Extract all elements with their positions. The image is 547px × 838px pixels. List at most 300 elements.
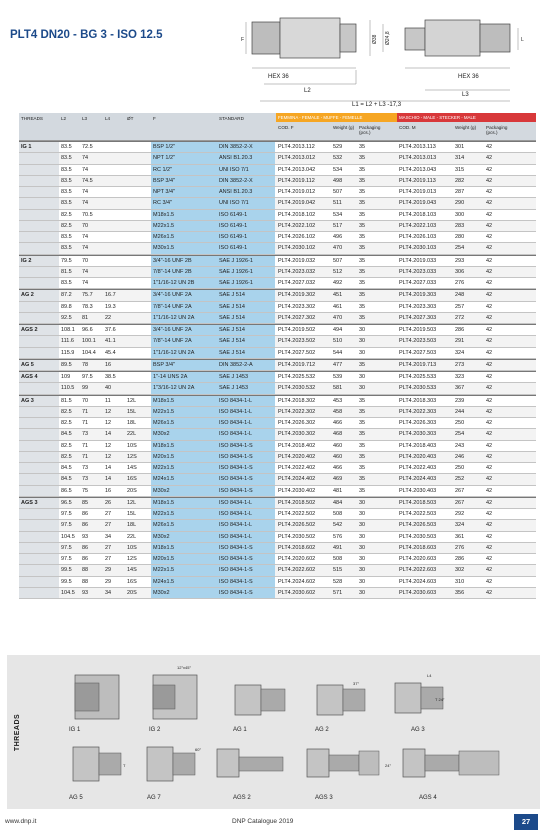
cell-cm: PLT4.2020.403	[399, 453, 437, 460]
cell-pm: 42	[486, 338, 493, 345]
table-row	[19, 348, 536, 359]
cell-wm: 272	[455, 314, 465, 321]
cell-wf: 469	[333, 476, 343, 483]
cell-cm: PLT4.2022.303	[399, 408, 437, 415]
cell-l2: 84.5	[61, 431, 72, 438]
cell-std: SAE J 1453	[217, 383, 275, 393]
cell-cm: PLT4.2019.043	[399, 200, 437, 207]
cell-wf: 491	[333, 544, 343, 551]
cell-l3: 85	[82, 499, 89, 506]
header-standard: STANDARD	[219, 116, 244, 121]
cell-pf: 35	[359, 234, 366, 240]
cell-l4: 34	[105, 533, 112, 540]
cell-g	[19, 165, 59, 175]
cell-std: ISO 8434-1-S	[217, 452, 275, 462]
cell-std: ANSI B1.20.3	[217, 153, 275, 163]
cell-cf: PLT4.2019.302	[278, 292, 316, 299]
cell-g	[19, 153, 59, 163]
cell-cf: PLT4.2025.532	[278, 374, 316, 380]
cell-cf: PLT4.2030.102	[278, 245, 316, 252]
cell-wm: 250	[455, 465, 465, 471]
cell-pm: 42	[486, 589, 493, 596]
cell-wf: 494	[333, 327, 343, 333]
cell-wm: 276	[455, 544, 465, 551]
cell-l2: 104.5	[61, 533, 75, 540]
cell-f: M24x1.5	[151, 474, 217, 484]
cell-pm: 42	[486, 211, 493, 218]
cell-pm: 42	[486, 499, 493, 506]
cell-pf: 35	[359, 408, 366, 415]
cell-cf: PLT4.2020.602	[278, 556, 316, 562]
cell-cm: PLT4.2018.103	[399, 211, 437, 218]
cell-l3: 104.4	[82, 349, 96, 356]
dim-hex-left: HEX 36	[268, 74, 289, 80]
cell-wm: 267	[455, 499, 465, 506]
cell-pf: 30	[359, 327, 366, 333]
cell-wf: 517	[333, 222, 343, 229]
cell-l2: 110.5	[61, 385, 75, 392]
cell-f: M30x2	[151, 429, 217, 439]
cell-ot: 15L	[127, 408, 137, 415]
cell-pm: 42	[486, 522, 493, 529]
cell-cm: PLT4.2019.113	[399, 177, 436, 184]
cell-f: M30x2	[151, 532, 217, 542]
cell-cf: PLT4.2022.602	[278, 567, 316, 574]
cell-l2: 83.5	[61, 200, 72, 207]
cell-std: ISO 8434-1-S	[217, 588, 275, 598]
cell-cm: PLT4.2024.403	[399, 476, 437, 483]
cell-pm: 42	[486, 268, 493, 275]
cell-l3: 86	[82, 544, 89, 551]
cell-l2: 89.5	[61, 361, 72, 368]
table-row	[19, 176, 536, 187]
cell-cm: PLT4.2013.013	[399, 155, 437, 162]
cell-wm: 254	[455, 431, 465, 438]
cell-cm: PLT4.2019.033	[399, 257, 437, 264]
cell-l2: 83.5	[61, 177, 72, 184]
cell-wf: 481	[333, 487, 343, 494]
cell-std: DIN 3852-2-X	[217, 176, 275, 186]
cell-g	[19, 463, 59, 473]
cell-pm: 42	[486, 442, 493, 449]
cell-cm: PLT4.2027.503	[399, 349, 437, 356]
cell-g	[19, 210, 59, 220]
cell-std: ISO 8434-1-L	[217, 520, 275, 530]
table-row	[19, 232, 536, 243]
cell-wf: 460	[333, 442, 343, 449]
cell-pm: 42	[486, 431, 493, 438]
cell-cf: PLT4.2018.302	[278, 397, 316, 404]
cell-wm: 323	[455, 374, 465, 380]
table-row	[19, 463, 536, 474]
cell-std: ISO 8434-1-S	[217, 474, 275, 484]
dim-l2: L2	[304, 88, 311, 94]
cell-ot: 12L	[127, 397, 137, 404]
cell-cf: PLT4.2018.402	[278, 442, 316, 449]
cell-cm: PLT4.2023.303	[399, 303, 437, 310]
cell-pf: 30	[359, 522, 366, 529]
cell-l2: 99.5	[61, 567, 72, 574]
table-row	[19, 141, 536, 153]
cell-l2: 111.6	[61, 338, 74, 345]
cell-pm: 42	[486, 327, 493, 333]
cell-ot: 14S	[127, 567, 137, 574]
cell-std: ANSI B1.20.3	[217, 187, 275, 197]
table-row	[19, 243, 536, 254]
ags3-drawing	[303, 737, 399, 797]
cell-std: ISO 8434-1-L	[217, 407, 275, 417]
ag3-t24-label: T 24°	[435, 697, 445, 702]
cell-wf: 466	[333, 420, 343, 426]
cell-cf: PLT4.2026.102	[278, 234, 316, 240]
cell-std: SAE J 1926-1	[217, 267, 275, 277]
cell-l2: 83.5	[61, 166, 72, 173]
cell-pm: 42	[486, 533, 493, 540]
ig2-angle-label: 12°x45°	[177, 665, 192, 670]
table-row	[19, 577, 536, 588]
cell-pm: 42	[486, 556, 493, 562]
cell-l4: 12	[105, 420, 112, 426]
cell-wm: 290	[455, 200, 465, 207]
cell-g	[19, 486, 59, 496]
label-ags2: AGS 2	[233, 795, 251, 801]
cell-g	[19, 336, 59, 346]
cell-f: BSP 1/2"	[151, 142, 217, 152]
cell-f: M26x1.5	[151, 520, 217, 530]
cell-wm: 292	[455, 511, 465, 517]
cell-l2: 96.5	[61, 499, 72, 506]
cell-cf: PLT4.2018.502	[278, 499, 316, 506]
cell-cf: PLT4.2030.602	[278, 589, 316, 596]
cell-g	[19, 588, 59, 598]
cell-cf: PLT4.2030.402	[278, 487, 316, 494]
cell-cf: PLT4.2013.112	[278, 144, 315, 150]
table-row	[19, 520, 536, 531]
cell-wm: 254	[455, 245, 465, 252]
cell-l4: 29	[105, 578, 112, 585]
label-ags3: AGS 3	[315, 795, 333, 801]
cell-l3: 86	[82, 556, 89, 562]
cell-f: 3/4"-16 UNF 2A	[151, 325, 217, 335]
cell-l3: 78	[82, 361, 89, 368]
cell-l2: 83.5	[61, 234, 72, 240]
cell-f: BSP 3/4"	[151, 360, 217, 370]
table-header	[19, 113, 536, 141]
cell-pm: 42	[486, 408, 493, 415]
cell-std: UNI ISO 7/1	[217, 198, 275, 208]
cell-f: M18x1.5	[151, 210, 217, 220]
cell-pf: 35	[359, 431, 366, 438]
table-row	[19, 255, 536, 267]
cell-std: ISO 8434-1-S	[217, 543, 275, 553]
table-row	[19, 383, 536, 394]
label-ag7: AG 7	[147, 795, 161, 801]
label-ag1: AG 1	[233, 727, 247, 733]
cell-l2: 82.5	[61, 408, 72, 415]
cell-pm: 42	[486, 177, 493, 184]
cell-pf: 35	[359, 397, 366, 404]
cell-cm: PLT4.2027.303	[399, 314, 437, 321]
table-row	[19, 221, 536, 232]
cell-wf: 515	[333, 567, 343, 574]
cell-cf: PLT4.2022.102	[278, 222, 316, 229]
table-row	[19, 441, 536, 452]
cell-l4: 12	[105, 408, 112, 415]
cell-g	[19, 429, 59, 439]
cell-cm: PLT4.2030.303	[399, 431, 437, 438]
cell-l4: 12	[105, 453, 112, 460]
cell-pf: 35	[359, 487, 366, 494]
cell-pf: 35	[359, 292, 366, 299]
cell-ot: 10S	[127, 544, 137, 551]
ag7-angle-label: 60°	[195, 747, 202, 752]
cell-pm: 42	[486, 234, 493, 240]
cell-pf: 30	[359, 338, 366, 345]
cell-pm: 42	[486, 303, 493, 310]
cell-l4: 16	[105, 361, 112, 368]
cell-cf: PLT4.2023.032	[278, 268, 316, 275]
cell-wf: 484	[333, 499, 343, 506]
cell-wf: 496	[333, 234, 343, 240]
cell-cf: PLT4.2019.042	[278, 200, 316, 207]
cell-pf: 30	[359, 499, 366, 506]
cell-wm: 282	[455, 177, 465, 184]
cell-cf: PLT4.2022.402	[278, 465, 316, 471]
cell-cm: PLT4.2020.603	[399, 556, 437, 562]
cell-wf: 470	[333, 314, 343, 321]
threads-figure	[7, 655, 540, 809]
page-title: PLT4 DN20 - BG 3 - ISO 12.5	[10, 29, 163, 41]
table-row	[19, 267, 536, 278]
cell-l4: 26	[105, 499, 112, 506]
cell-l3: 74	[82, 155, 89, 162]
cell-std: ISO 8434-1-L	[217, 498, 275, 508]
cell-f: M22x1.5	[151, 565, 217, 575]
cell-cm: PLT4.2023.033	[399, 268, 437, 275]
cell-wf: 511	[333, 200, 342, 207]
cell-pf: 35	[359, 200, 366, 207]
cell-cm: PLT4.2030.103	[399, 245, 437, 252]
cell-f: 1"1/16-12 UN 2A	[151, 348, 217, 358]
cell-f: 1"-14 UNS 2A	[151, 372, 217, 382]
cell-l2: 87.2	[61, 292, 72, 299]
dim-d38: Ø38	[372, 34, 378, 44]
dim-hex-right: HEX 36	[458, 74, 479, 80]
cell-cm: PLT4.2030.403	[399, 487, 437, 494]
cell-pf: 30	[359, 349, 366, 356]
cell-l2: 97.5	[61, 522, 72, 529]
cell-pf: 35	[359, 177, 366, 184]
label-ig2: IG 2	[149, 727, 161, 733]
cell-wm: 239	[455, 397, 465, 404]
cell-l4: 40	[105, 385, 112, 392]
cell-l3: 93	[82, 589, 89, 596]
page-number: 27	[514, 814, 538, 830]
cell-pm: 42	[486, 476, 493, 483]
cell-l3: 74	[82, 200, 89, 207]
cell-wm: 276	[455, 280, 465, 286]
cell-g: AGS 4	[19, 372, 59, 382]
ag3-drawing	[391, 669, 453, 727]
table-row	[19, 210, 536, 221]
cell-cf: PLT4.2030.302	[278, 431, 316, 438]
cell-cf: PLT4.2023.502	[278, 338, 316, 345]
cell-l4: 14	[105, 465, 112, 471]
cell-cf: PLT4.2019.712	[278, 361, 316, 368]
cell-f: RC 3/4"	[151, 198, 217, 208]
cell-cm: PLT4.2018.403	[399, 442, 437, 449]
cell-g	[19, 278, 59, 288]
cell-cf: PLT4.2024.402	[278, 476, 316, 483]
cell-l3: 74	[82, 245, 89, 252]
cell-f: M26x1.5	[151, 418, 217, 428]
ag2-drawing	[313, 675, 373, 725]
cell-pf: 35	[359, 166, 366, 173]
cell-cm: PLT4.2018.603	[399, 544, 437, 551]
cell-pf: 30	[359, 385, 366, 392]
cell-std: ISO 8434-1-S	[217, 554, 275, 564]
cell-cf: PLT4.2026.302	[278, 420, 316, 426]
cell-l2: 108.1	[61, 327, 75, 333]
cell-std: SAE J 1453	[217, 372, 275, 382]
cell-std: ISO 6149-1	[217, 221, 275, 231]
cell-wm: 257	[455, 303, 465, 310]
table-body	[19, 141, 536, 599]
cell-pf: 35	[359, 155, 366, 162]
ag5-drawing	[69, 737, 129, 797]
cell-std: ISO 6149-1	[217, 243, 275, 253]
dim-l: L	[521, 37, 524, 43]
cell-wm: 356	[455, 589, 465, 596]
header-code-m: COD. M	[399, 125, 416, 130]
cell-wm: 291	[455, 338, 465, 345]
cell-std: SAE J 514	[217, 336, 275, 346]
cell-cm: PLT4.2019.013	[399, 189, 437, 195]
cell-g	[19, 176, 59, 186]
cell-l2: 79.5	[61, 257, 72, 264]
cell-f: M18x1.5	[151, 498, 217, 508]
cell-cm: PLT4.2027.033	[399, 280, 437, 286]
cell-ot: 16S	[127, 578, 137, 585]
cell-l2: 81.5	[61, 397, 72, 404]
cell-pm: 42	[486, 189, 493, 195]
cell-g	[19, 474, 59, 484]
cell-f: M20x1.5	[151, 452, 217, 462]
cell-cf: PLT4.2030.532	[278, 385, 316, 392]
table-row	[19, 407, 536, 418]
header-ot: ØT	[127, 116, 134, 121]
cell-l4: 29	[105, 567, 112, 574]
cell-wm: 244	[455, 408, 465, 415]
cell-std: SAE J 514	[217, 290, 275, 300]
cell-f: NPT 1/2"	[151, 153, 217, 163]
cell-cm: PLT4.2030.603	[399, 589, 437, 596]
cell-pm: 42	[486, 567, 493, 574]
cell-l3: 74	[82, 268, 89, 275]
cell-l2: 115.9	[61, 349, 75, 356]
cell-f: 1"3/16-12 UN 2A	[151, 383, 217, 393]
cell-cf: PLT4.2013.012	[278, 155, 316, 162]
cell-std: SAE J 1926-1	[217, 278, 275, 288]
cell-std: ISO 8434-1-S	[217, 463, 275, 473]
cell-wm: 287	[455, 189, 465, 195]
cell-l3: 75	[82, 487, 89, 494]
cell-pm: 42	[486, 544, 493, 551]
dim-f: F	[241, 37, 245, 43]
cell-std: DIN 3852-2-A	[217, 360, 275, 370]
cell-pf: 35	[359, 280, 366, 286]
cell-pf: 35	[359, 268, 366, 275]
header-code-f: COD. F	[278, 125, 294, 130]
cell-cm: PLT4.2022.603	[399, 567, 437, 574]
cell-wm: 293	[455, 257, 465, 264]
cell-pm: 42	[486, 361, 493, 368]
cell-pf: 30	[359, 533, 366, 540]
cell-l3: 72.5	[82, 144, 93, 150]
cell-g	[19, 407, 59, 417]
table-row	[19, 153, 536, 164]
cell-std: ISO 8434-1-L	[217, 396, 275, 406]
cell-pf: 35	[359, 144, 366, 150]
cell-wf: 468	[333, 431, 343, 438]
cell-cf: PLT4.2019.032	[278, 257, 316, 264]
cell-l2: 83.5	[61, 189, 72, 195]
cell-wf: 507	[333, 257, 343, 264]
cell-f: M22x1.5	[151, 463, 217, 473]
cell-l3: 100.1	[82, 338, 96, 345]
cell-pf: 35	[359, 303, 366, 310]
cell-f: 7/8"-14 UNF 2B	[151, 267, 217, 277]
table-row	[19, 313, 536, 324]
cell-l2: 83.5	[61, 245, 72, 252]
cell-wf: 581	[333, 385, 343, 392]
cell-wf: 534	[333, 166, 343, 173]
cell-pm: 42	[486, 349, 493, 356]
cell-wf: 470	[333, 245, 343, 252]
cell-std: SAE J 514	[217, 325, 275, 335]
cell-l2: 83.5	[61, 280, 72, 286]
cell-ot: 22L	[127, 533, 137, 540]
cell-ot: 12L	[127, 499, 137, 506]
cell-wm: 315	[455, 166, 465, 173]
footer-url[interactable]: www.dnp.it	[5, 818, 37, 825]
cell-cm: PLT4.2023.503	[399, 338, 437, 345]
cell-pf: 35	[359, 442, 366, 449]
cell-pm: 42	[486, 292, 493, 299]
label-ag5: AG 5	[69, 795, 83, 801]
header-pack-m: Packaging (pcs.)	[486, 125, 508, 135]
cell-g	[19, 509, 59, 519]
cell-f: NPT 3/4"	[151, 187, 217, 197]
cell-cm: PLT4.2022.503	[399, 511, 437, 517]
cell-f: M20x1.5	[151, 554, 217, 564]
header-l3: L3	[82, 116, 88, 121]
cell-f: 1"1/16-12 UN 2A	[151, 313, 217, 323]
cell-pm: 42	[486, 374, 493, 380]
cell-ot: 15L	[127, 511, 137, 517]
cell-wf: 492	[333, 280, 343, 286]
cell-l3: 74	[82, 189, 89, 195]
cell-cf: PLT4.2022.502	[278, 511, 316, 517]
cell-l2: 83.5	[61, 144, 72, 150]
cell-cf: PLT4.2019.112	[278, 177, 315, 184]
cell-std: ISO 6149-1	[217, 232, 275, 242]
male-band: MASCHIO - MALE - STECKER - MALE	[397, 113, 536, 122]
cell-l3: 88	[82, 578, 89, 585]
cell-l2: 92.5	[61, 314, 72, 321]
cell-pf: 35	[359, 257, 366, 264]
cell-wm: 314	[455, 155, 465, 162]
